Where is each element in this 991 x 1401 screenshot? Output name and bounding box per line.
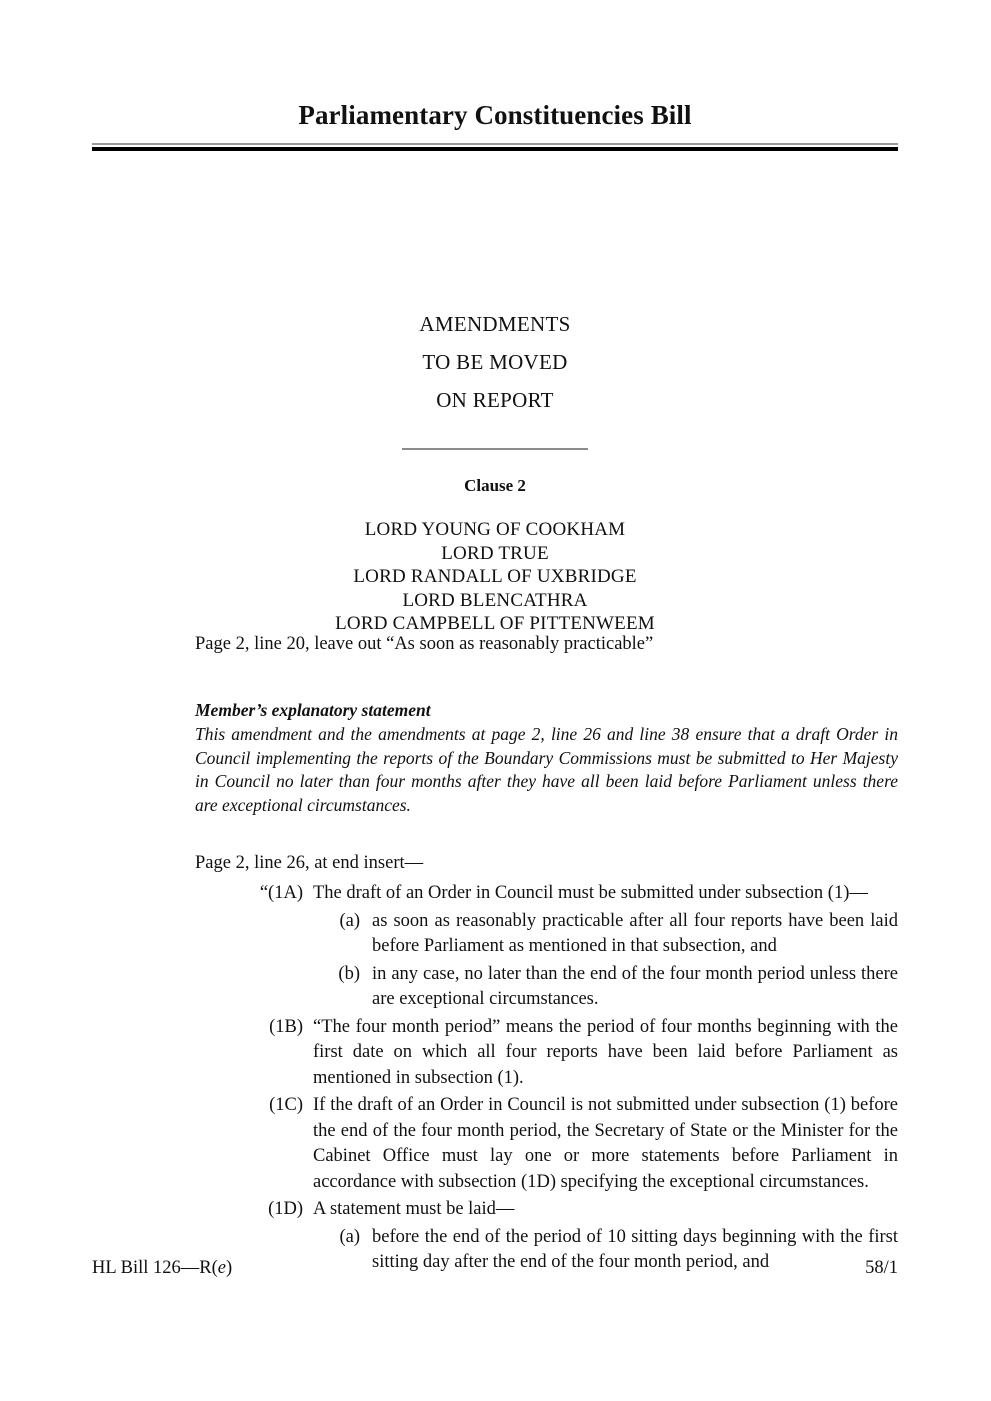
provision-text: A statement must be laid— [313,1199,515,1219]
explanatory-statement-heading: Member’s explanatory statement [195,700,431,720]
provision-sublist [195,909,898,1013]
provision-text: If the draft of an Order in Council is not submitted under subsection (1) before the end of the four month period, the Secretary of State or the Minister for the Cabinet Office must lay one or more statements before Parliament in accordance with subsection (1D) specifying the exceptional circumstances. [313,1095,898,1192]
sponsor-list [92,518,898,636]
masthead-double-rule [92,143,898,151]
provision-marker: (1B) [269,1016,303,1037]
provision-item [195,1093,898,1195]
clause-heading: Clause 2 [464,476,526,495]
provision-item [195,1015,898,1092]
sponsor-name: LORD CAMPBELL OF PITTENWEEM [335,613,655,634]
provision-text: “The four month period” means the period of four months beginning with the first date on which all four reports have been laid before Parliament as mentioned in subsection (1). [313,1016,898,1088]
provision-text: before the end of the period of 10 sitting days beginning with the first sitting day after the end of the four month period, and [372,1226,898,1272]
amendments-body [195,632,898,1276]
provision-item [195,881,898,907]
provision-marker: (a) [339,910,360,931]
inserted-provisions [195,881,898,1276]
sponsor-name: LORD BLENCATHRA [402,589,588,611]
amendment-instruction: Page 2, line 26, at end insert— [195,853,424,873]
heading-separator-rule [402,448,588,450]
amendments-heading-block [92,305,898,450]
amendment-instruction: Page 2, line 20, leave out “As soon as reasonably practicable” [195,634,654,654]
bill-reference-edition: e [217,1258,226,1278]
provision-text: as soon as reasonably practicable after all four reports have been laid before Parliament as mentioned in that subsection, and [372,910,898,956]
rule-thick [92,147,898,151]
provision-marker: (b) [338,963,360,984]
provision-item [195,909,898,960]
provision-marker: (1D) [268,1199,303,1219]
heading-line-to-be-moved: TO BE MOVED [422,350,568,374]
page-number: 58/1 [865,1258,898,1278]
page-footer [92,1258,898,1279]
sponsor-name: LORD RANDALL OF UXBRIDGE [353,566,637,587]
provision-item [195,962,898,1013]
sponsor-name: LORD YOUNG OF COOKHAM [364,519,626,540]
provision-text: The draft of an Order in Council must be submitted under subsection (1)— [313,883,868,903]
provision-marker: (a) [339,1226,360,1247]
provision-item [195,1197,898,1223]
heading-line-amendments: AMENDMENTS [419,312,571,336]
bill-reference [92,1258,232,1279]
provision-marker: “(1A) [259,883,303,903]
bill-reference-suffix: ) [225,1258,233,1278]
sponsor-name: LORD TRUE [441,542,549,564]
heading-line-on-report: ON REPORT [436,388,554,412]
bill-reference-prefix: HL Bill 126—R( [92,1258,218,1278]
explanatory-statement-body: This amendment and the amendments at page 2, line 26 and line 38 ensure that a draft Order in Council implementing the reports of the Boundary Commissions must be submitted to Her Majesty in Council no later than four months after they have all been laid before Parliament unless there are exceptional circumstances. [195,724,898,815]
provision-text: in any case, no later than the end of the four month period unless there are exceptional circumstances. [372,963,898,1009]
provision-marker: (1C) [269,1095,303,1115]
page-title: Parliamentary Constituencies Bill [298,100,692,130]
masthead [92,98,898,151]
